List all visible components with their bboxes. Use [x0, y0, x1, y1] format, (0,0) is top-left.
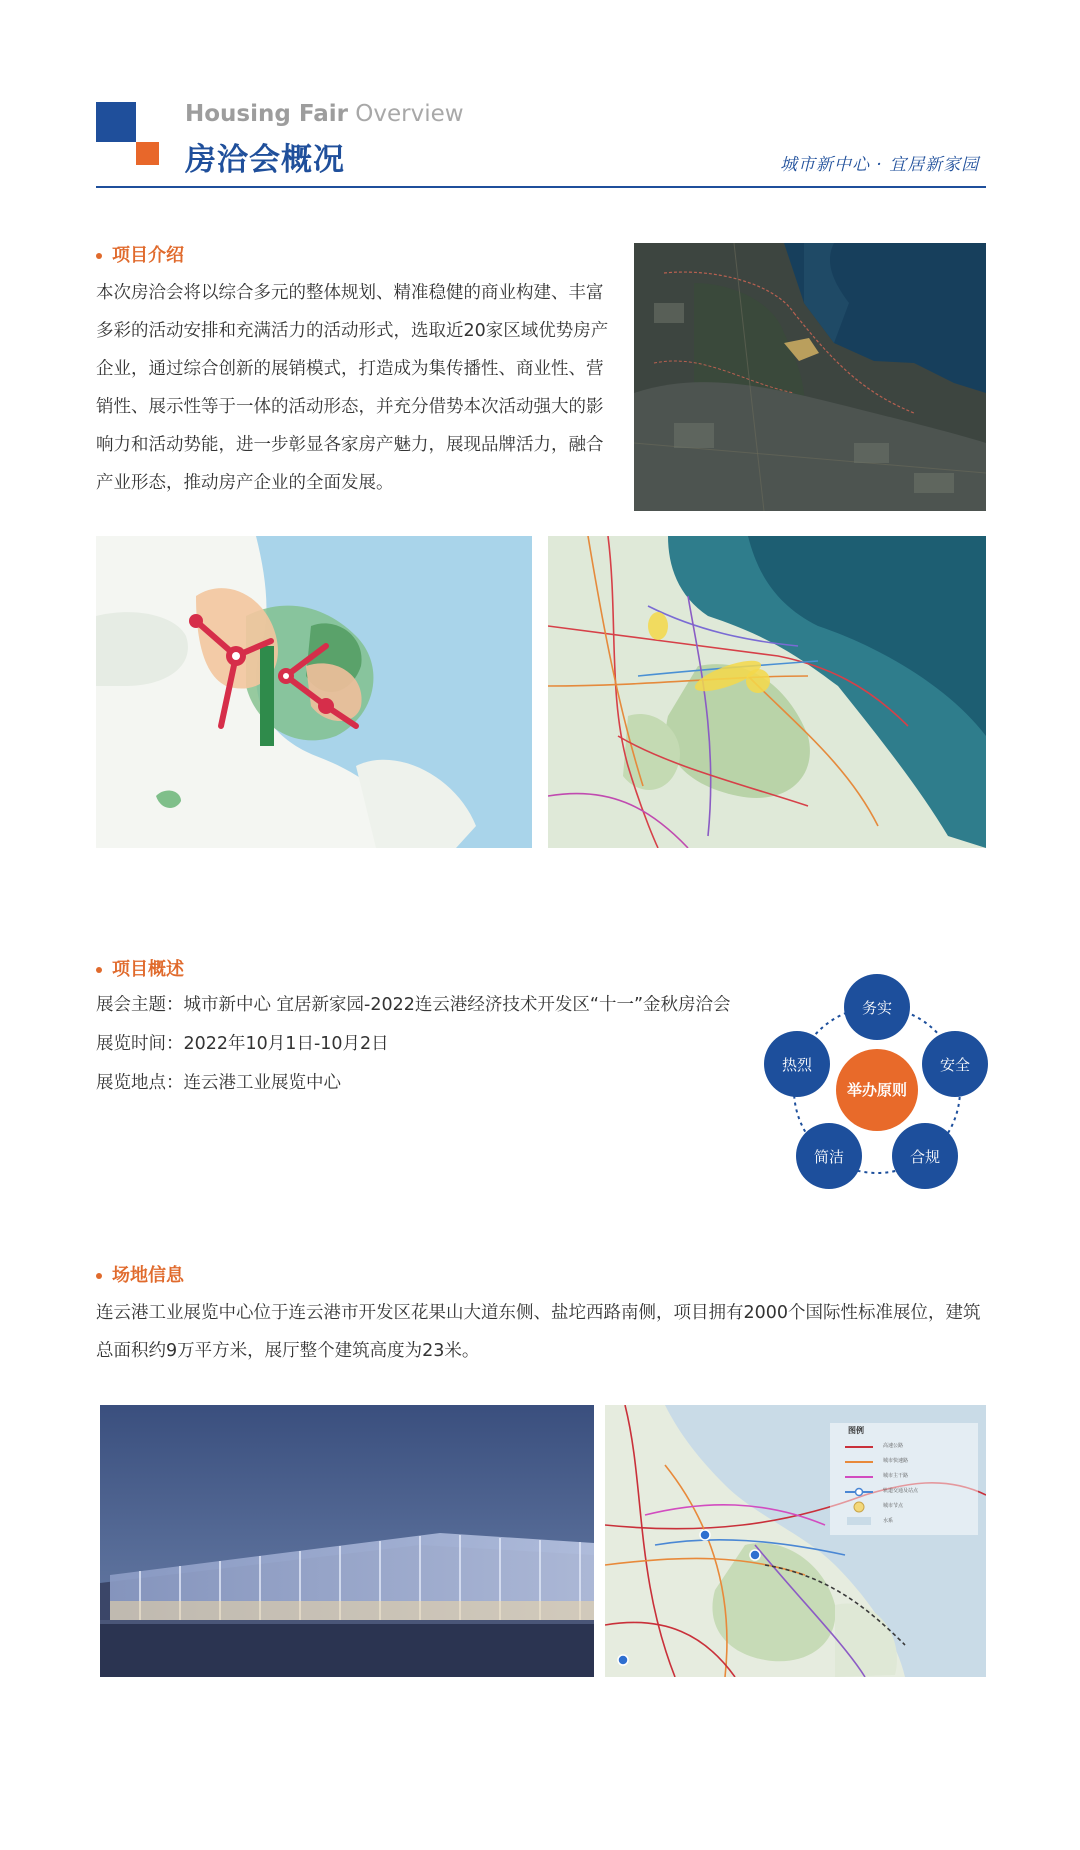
header-title-en: Housing Fair Overview: [185, 101, 464, 127]
overview-heading: 项目概述: [96, 955, 184, 981]
bullet-icon: [96, 253, 102, 259]
bullet-icon: [96, 967, 102, 973]
exhibition-hall-photo: [100, 1405, 594, 1677]
transport-network-map: [548, 536, 986, 848]
legend-item: 城市节点: [883, 1503, 904, 1509]
intro-heading: 项目介绍: [96, 241, 184, 267]
venue-heading: 场地信息: [96, 1261, 184, 1287]
planning-concept-map: [96, 536, 532, 848]
principle-center: 举办原则: [836, 1049, 918, 1131]
principle-enthusiasm: 热烈: [764, 1031, 830, 1097]
header-title-cn: 房洽会概况: [185, 142, 345, 178]
legend-title: 图例: [848, 1426, 864, 1435]
legend-item: 城市主干路: [883, 1473, 909, 1479]
header-slogan: 城市新中心 · 宜居新家园: [780, 155, 980, 175]
principle-safety: 安全: [922, 1031, 988, 1097]
logo-square-blue: [96, 102, 136, 142]
principles-diagram: [740, 960, 1000, 1210]
principle-compliance: 合规: [892, 1123, 958, 1189]
overview-time: 展览时间：2022年10月1日-10月2日: [96, 1034, 389, 1054]
bullet-icon: [96, 1273, 102, 1279]
location-map: [605, 1405, 986, 1677]
header-divider: [96, 186, 986, 188]
venue-paragraph: 连云港工业展览中心位于连云港市开发区花果山大道东侧、盐坨西路南侧，项目拥有2000个国际性标准展位，建筑总面积约9万平方米，展厅整个建筑高度为23米。: [96, 1303, 981, 1361]
legend-item: 水系: [883, 1518, 894, 1524]
legend-item: 高速公路: [883, 1443, 904, 1449]
overview-location: 展览地点：连云港工业展览中心: [96, 1073, 341, 1093]
satellite-map-image: [634, 243, 986, 511]
legend-item: 城市快速路: [883, 1458, 909, 1464]
intro-paragraph: 本次房洽会将以综合多元的整体规划、精准稳健的商业构建、丰富多彩的活动安排和充满活力的活动形式，选取近20家区域优势房产企业，通过综合创新的展销模式，打造成为集传播性、商业性、营销性、展示性等于一体的活动形态，并充分借势本次活动强大的影响力和活动势能，进一步彰显各家房产魅力，展现品牌活力，融合产业形态，推动房产企业的全面发展。: [96, 283, 609, 493]
legend-item: 轨道交通及站点: [883, 1488, 919, 1494]
principle-simplicity: 简洁: [796, 1123, 862, 1189]
principle-pragmatic: 务实: [844, 974, 910, 1040]
logo-square-orange: [136, 142, 159, 165]
overview-theme: 展会主题：城市新中心 宜居新家园-2022连云港经济技术开发区“十一”金秋房洽会: [96, 995, 731, 1015]
